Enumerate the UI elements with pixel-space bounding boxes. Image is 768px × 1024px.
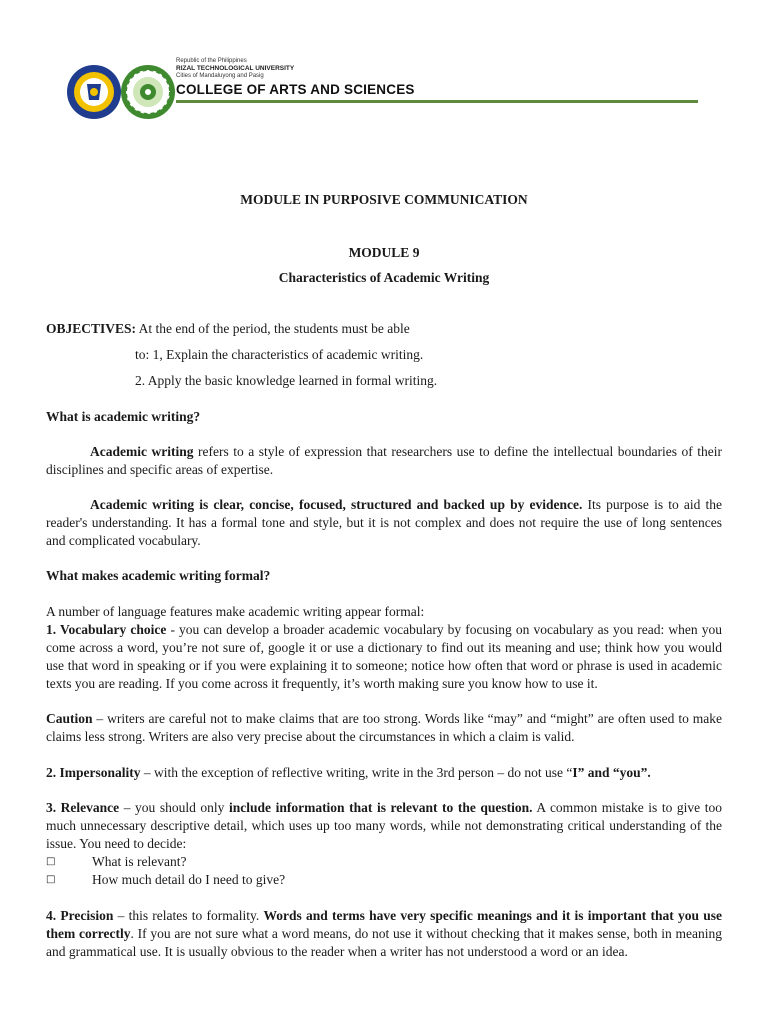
caution-text: – writers are careful not to make claims that are too strong. Words like “may” and “might” are often used to make claims less strong. Writers are also very precise about the circumstances in which a claim is valid. [46, 711, 722, 744]
university-seal-icon [66, 64, 122, 120]
relevance-text: – you should only [119, 800, 229, 815]
relevance-bold: 3. Relevance [46, 800, 120, 815]
definition-text: refers to a style of expression that researchers use to define the intellectual boundaries of their disciplines and specific areas of expertise. [46, 444, 722, 477]
bullet-list [46, 853, 722, 889]
precision-text-2: . If you are not sure what a word means, do not use it without checking that it makes sense, both in meaning and grammatical use. It is usually obvious to the reader when a writer has not understood a word or an idea. [46, 926, 722, 959]
item-vocabulary [46, 621, 722, 693]
module-subtitle: Characteristics of Academic Writing [278, 270, 490, 285]
relevance-bold-2: include information that is relevant to the question. [229, 800, 533, 815]
cities-label: Cities of Mandaluyong and Pasig [176, 73, 264, 79]
item-caution [46, 710, 722, 746]
relevance-text-2: A common mistake is to give too much unnecessary descriptive detail, which uses up too many words, while not demonstrating critical understanding of the issue. You need to decide: [46, 800, 722, 851]
objectives-label: OBJECTIVES: [46, 321, 137, 336]
university-name: RIZAL TECHNOLOGICAL UNIVERSITY [176, 65, 295, 72]
objectives [46, 320, 722, 338]
module-number: MODULE 9 [348, 245, 420, 260]
paragraph-characteristics [46, 496, 722, 550]
list-item-text: What is relevant? [92, 854, 187, 869]
impersonality-bold-end: I” and “you”. [572, 765, 651, 780]
impersonality-bold: 2. Impersonality [46, 765, 141, 780]
header-divider [176, 100, 698, 103]
characteristics-bold: Academic writing is clear, concise, focused, structured and backed up by evidence. [90, 497, 583, 512]
caution-bold: Caution [46, 711, 93, 726]
paragraph-definition [46, 443, 722, 479]
list-item-text: How much detail do I need to give? [92, 872, 286, 887]
item-precision [46, 907, 722, 961]
objectives-intro: At the end of the period, the students must be able [138, 321, 410, 336]
characteristics-text: Its purpose is to aid the reader's understanding. It has a formal tone and style, but it is not complex and does not require the use of long sentences and complicated vocabulary. [46, 497, 723, 548]
precision-bold: 4. Precision [46, 908, 114, 923]
impersonality-text: – with the exception of reflective writing, write in the 3rd person – do not use “ [140, 765, 573, 780]
precision-text: – this relates to formality. [113, 908, 264, 923]
checkbox-icon: □ [46, 856, 56, 867]
objective-1: to: 1, Explain the characteristics of academic writing. [135, 347, 424, 362]
list-item [46, 871, 722, 889]
definition-bold: Academic writing [90, 444, 194, 459]
list-item [46, 853, 722, 871]
heading-formal: What makes academic writing formal? [46, 568, 271, 583]
college-seal-icon [120, 64, 176, 120]
vocabulary-text: - you can develop a broader academic vocabulary by focusing on vocabulary as you read: when you come across a word, you’re not sure of, google it or use a dictionary to find out its meaning and use; think how you would use that word in speaking or if you were explaining it to someone; notice how often that word or phrase is used in academic texts you are reading. If you come across it frequently, it’s worth making sure you know how to use it. [46, 622, 722, 691]
precision-bold-2: Words and terms have very specific meanings and it is important that you use them correctly [46, 908, 722, 941]
letterhead [62, 56, 642, 126]
letterhead-text [176, 58, 415, 97]
heading-what-is: What is academic writing? [46, 409, 201, 424]
college-name: COLLEGE OF ARTS AND SCIENCES [176, 82, 415, 97]
item-relevance [46, 799, 722, 853]
objective-2: 2. Apply the basic knowledge learned in formal writing. [135, 373, 438, 388]
item-impersonality [46, 764, 722, 782]
checkbox-icon: □ [46, 874, 56, 885]
vocabulary-bold: 1. Vocabulary choice [46, 622, 167, 637]
formal-intro: A number of language features make academic writing appear formal: [46, 604, 425, 619]
republic-label: Republic of the Philippines [176, 58, 247, 64]
module-title: MODULE IN PURPOSIVE COMMUNICATION [240, 192, 528, 207]
